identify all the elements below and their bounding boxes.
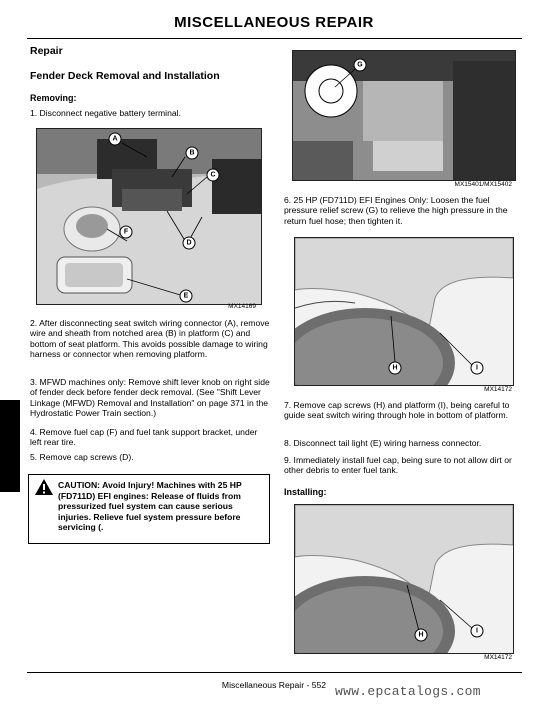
svg-text:H: H — [392, 364, 398, 372]
step-4: 4. Remove fuel cap (F) and fuel tank support bracket, under left rear tire. — [30, 427, 258, 448]
step-3: 3. MFWD machines only: Remove shift lever knob on right side of fender deck before fender deck removal. (See "Shift Lever Linkage (MFWD) Removal and Installation" on page 371 in the Hydrostatic Power Train section.) — [30, 377, 270, 419]
svg-text:D: D — [186, 239, 192, 247]
removing-heading: Removing: — [30, 93, 77, 103]
step-1: 1. Disconnect negative battery terminal. — [30, 108, 181, 118]
warning-icon — [34, 478, 54, 496]
fig2-caption: MX15401/MX15402 — [454, 181, 512, 188]
fender-deck-photo — [36, 128, 262, 305]
step-7: 7. Remove cap screws (H) and platform (I), being careful to guide seat switch wiring through hole in bottom of platform. — [284, 400, 510, 421]
step-2: 2. After disconnecting seat switch wiring connector (A), remove wire and sheath from notched area (B) in platform (C) and bottom of seat platform. This avoids possible damage to wiring harness or connector when removing platform. — [30, 318, 270, 360]
footer-rule — [27, 672, 522, 673]
svg-text:F: F — [123, 228, 129, 236]
platform-install-photo — [294, 504, 514, 654]
step-6: 6. 25 HP (FD711D) EFI Engines Only: Loosen the fuel pressure relief screw (G) to relieve the high pressure in the return fuel hose; then tighten it. — [284, 195, 508, 226]
section-heading: Repair — [30, 45, 63, 57]
svg-text:A: A — [112, 135, 118, 143]
svg-text:C: C — [210, 171, 216, 179]
caution-text: CAUTION: Avoid Injury! Machines with 25 HP (FD711D) EFI engines: Release of fluids from pressurized fuel system can cause serious injuries. Relieve fuel system pressure before servicing (. — [58, 480, 242, 533]
step-9: 9. Immediately install fuel cap, being sure to not allow dirt or other debris to enter fuel tank. — [284, 455, 512, 476]
step-5: 5. Remove cap screws (D). — [30, 452, 134, 462]
chapter-tab — [0, 400, 20, 492]
fuel-pressure-screw-photo — [292, 50, 516, 181]
svg-text:I: I — [476, 364, 478, 372]
subsection-heading: Fender Deck Removal and Installation — [30, 70, 220, 82]
svg-text:I: I — [476, 627, 478, 635]
header-rule — [27, 38, 522, 39]
installing-heading: Installing: — [284, 487, 327, 497]
svg-text:B: B — [189, 149, 195, 157]
page-title: MISCELLANEOUS REPAIR — [174, 14, 374, 31]
fig4-caption: MX14172 — [484, 654, 512, 661]
fig3-caption: MX14172 — [484, 386, 512, 393]
step-8: 8. Disconnect tail light (E) wiring harness connector. — [284, 438, 482, 448]
page-footer: Miscellaneous Repair - 552 — [221, 680, 327, 690]
fig1-caption: MX14169 — [228, 303, 256, 310]
svg-text:G: G — [357, 61, 363, 69]
watermark: www.epcatalogs.com — [335, 684, 481, 699]
svg-text:E: E — [183, 292, 189, 300]
svg-text:H: H — [418, 631, 424, 639]
platform-screws-photo — [294, 237, 514, 386]
